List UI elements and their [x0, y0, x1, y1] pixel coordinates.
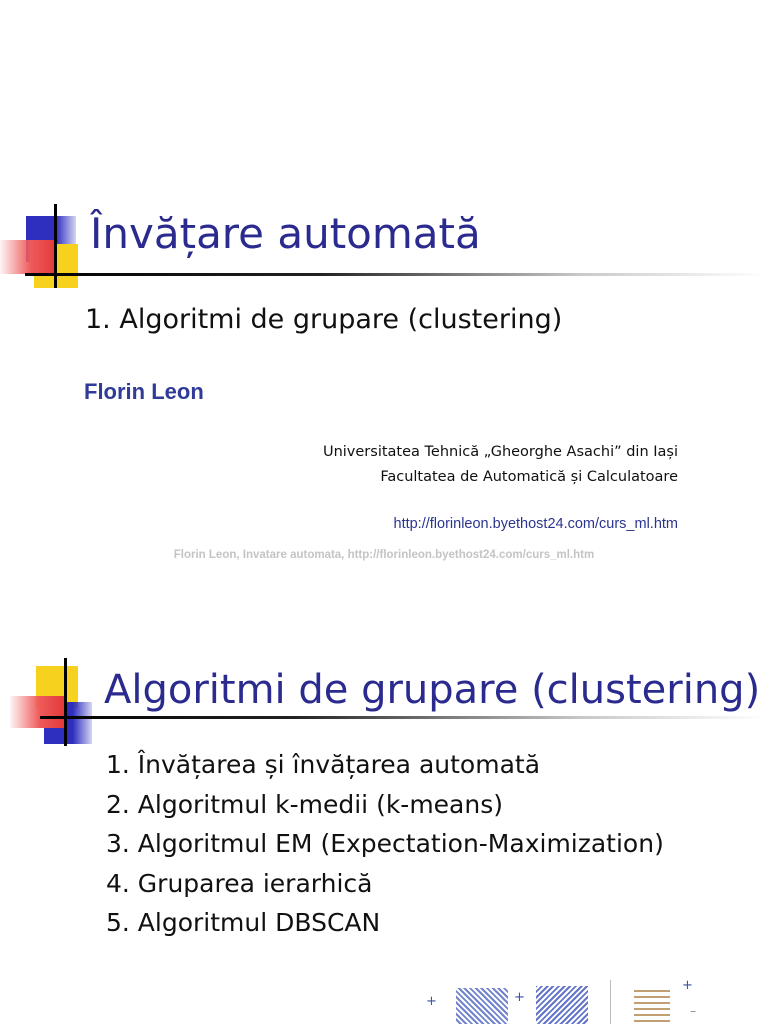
slide-subtitle: 1. Algoritmi de grupare (clustering): [85, 304, 563, 335]
affiliation-faculty: Facultatea de Automatică și Calculatoare: [380, 469, 678, 485]
scatter-thumbnail-3: [634, 988, 670, 1024]
slide-footer: Florin Leon, Invatare automata, http://florinleon.byethost24.com/curs_ml.htm: [173, 549, 595, 561]
title-underline: [40, 716, 765, 719]
course-url-link[interactable]: http://florinleon.byethost24.com/curs_ml.htm: [393, 516, 678, 532]
agenda-item: 4. Gruparea ierarhică: [106, 868, 373, 898]
page-title: Învățare automată: [90, 209, 481, 258]
affiliation: [323, 440, 678, 490]
agenda-item: 2. Algoritmul k-medii (k-means): [106, 789, 503, 819]
agenda-item: 5. Algoritmul DBSCAN: [106, 908, 381, 937]
agenda-list: [106, 745, 664, 943]
author-name: Florin Leon: [84, 379, 204, 404]
agenda-item: 1. Învățarea și învățarea automată: [106, 750, 541, 779]
agenda-title: Algoritmi de grupare (clustering): [104, 667, 761, 713]
agenda-item: 3. Algoritmul EM (Expectation-Maximization): [106, 829, 664, 858]
slide-logo-decoration: [0, 658, 110, 753]
title-underline: [25, 273, 765, 276]
cluster-thumbnails: + + + –: [420, 970, 720, 1024]
agenda-slide: [0, 600, 768, 1024]
scatter-thumbnail-2: [536, 986, 588, 1024]
scatter-thumbnail-1: [456, 988, 508, 1024]
affiliation-university: Universitatea Tehnică „Gheorghe Asachi” din Iași: [322, 444, 678, 460]
